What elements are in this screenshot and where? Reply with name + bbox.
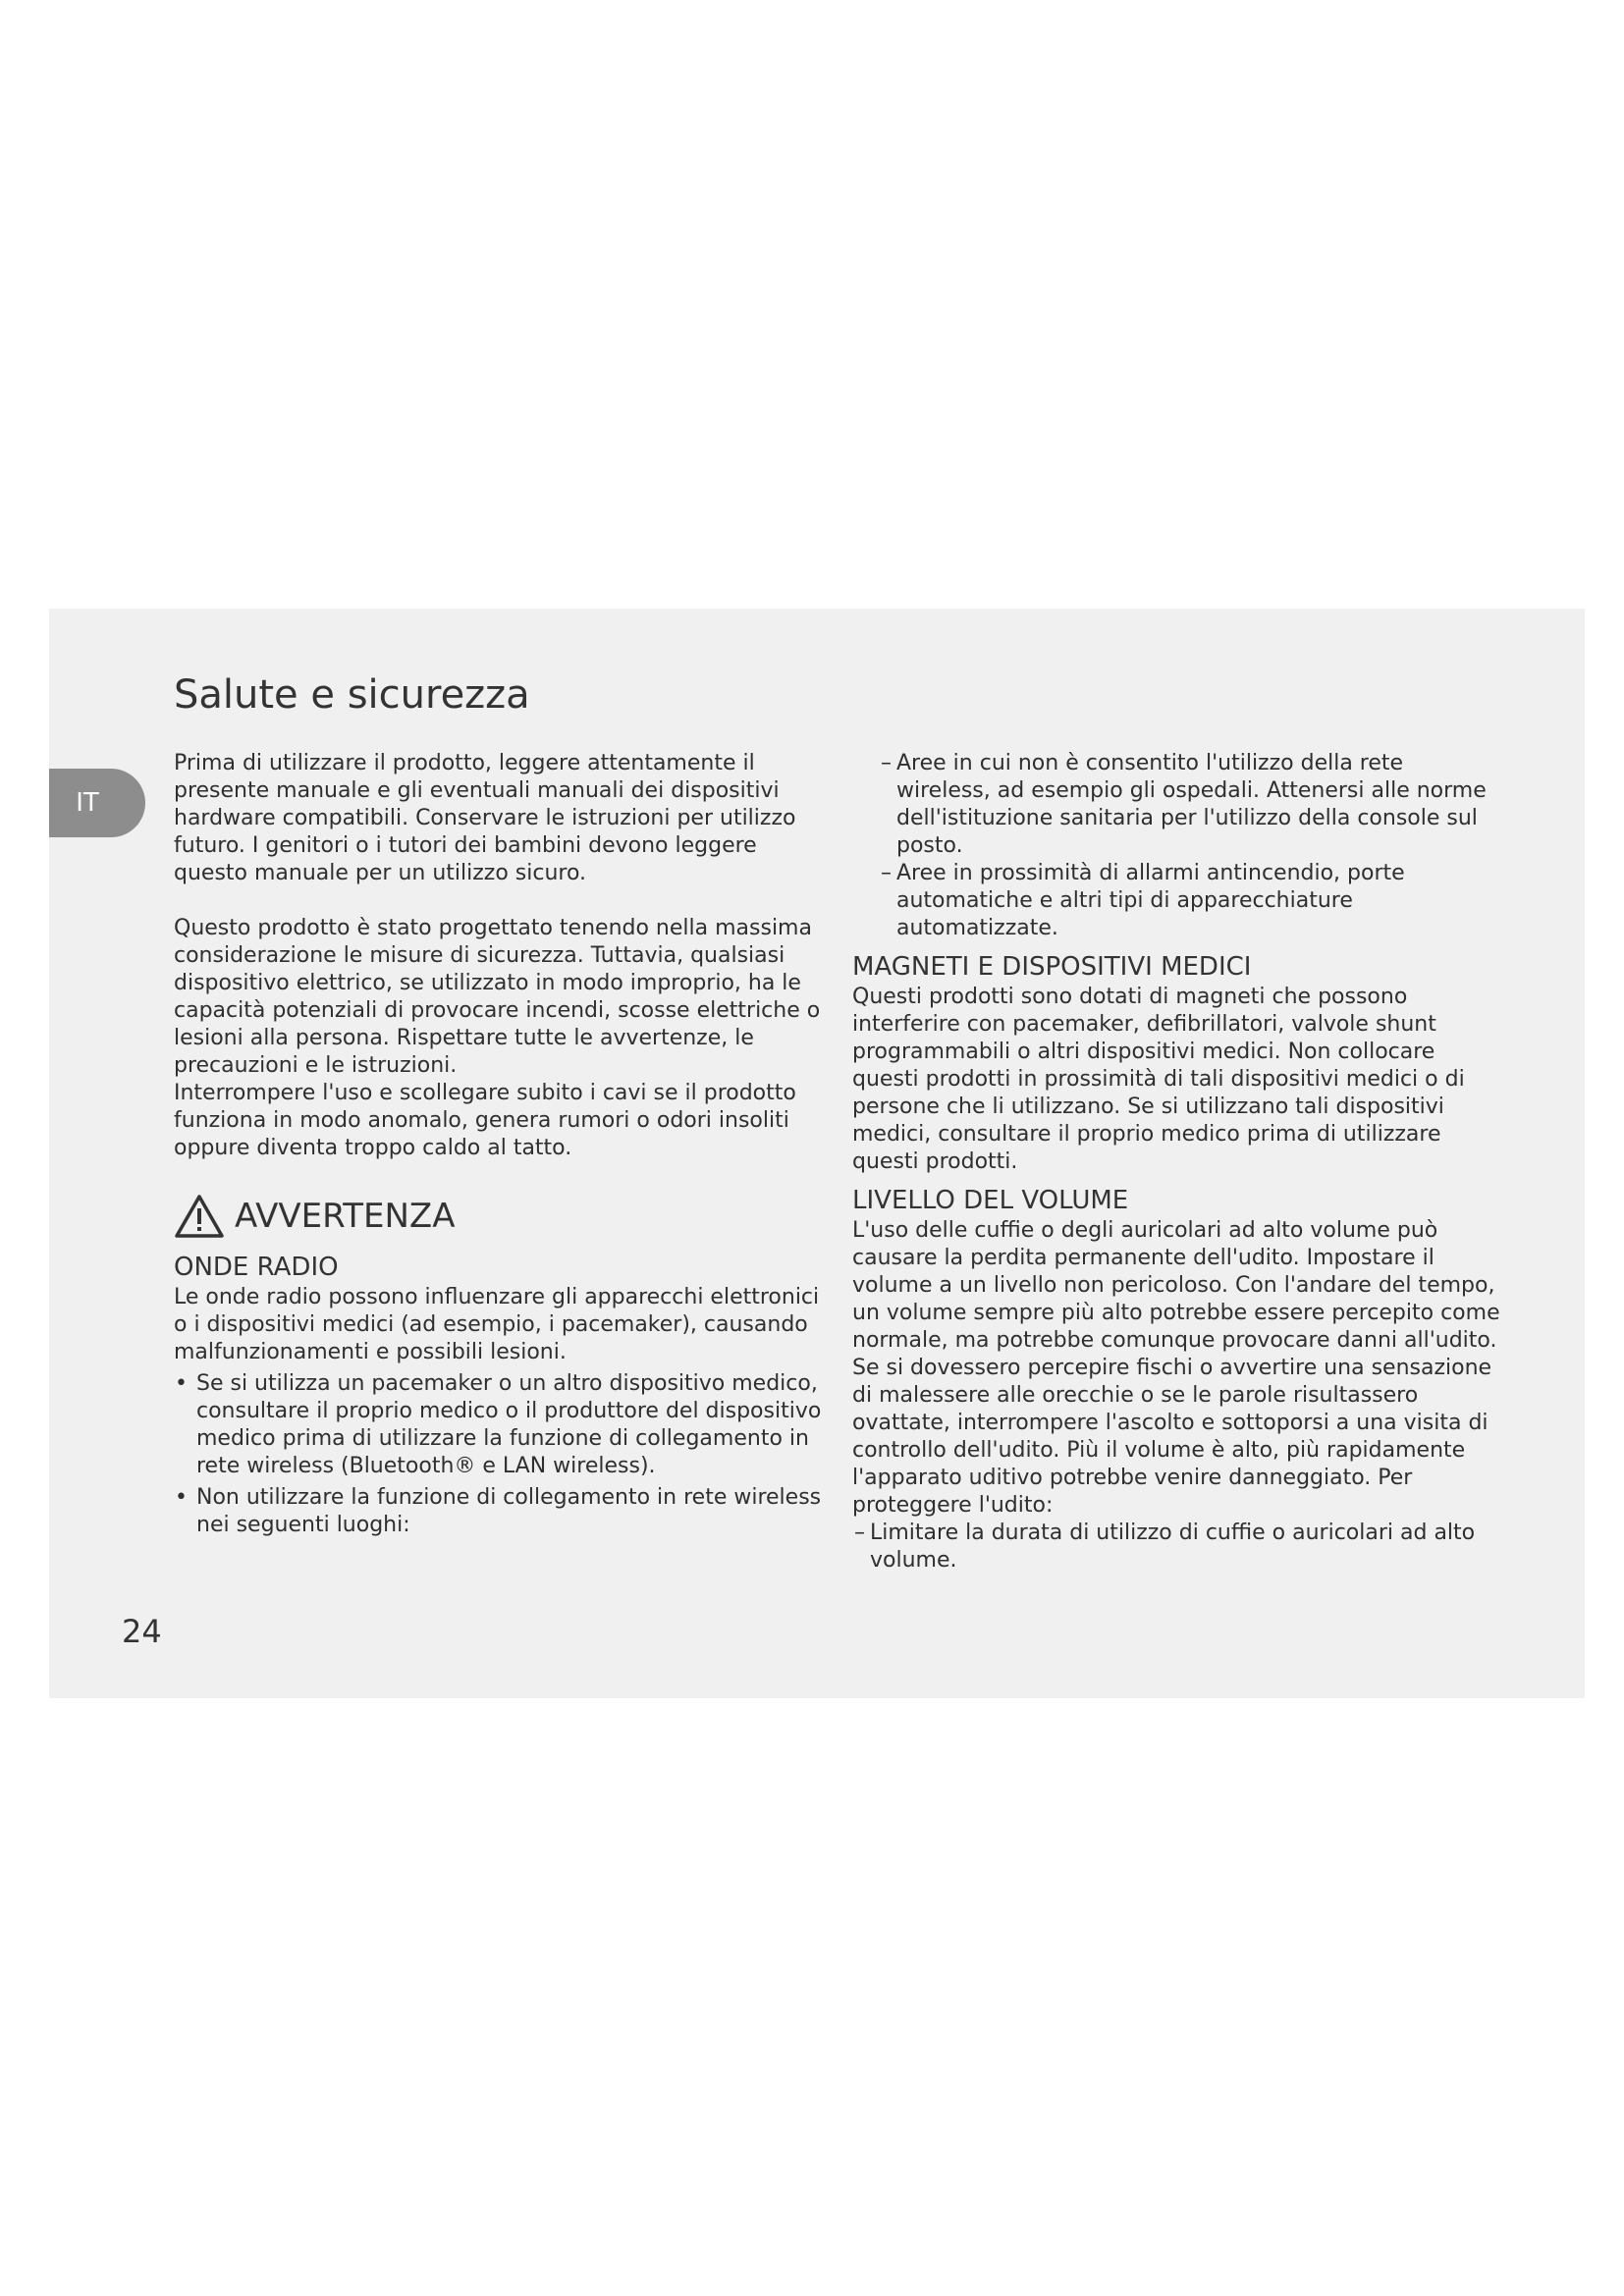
location-dash-item: – Aree in cui non è consentito l'utilizzo della rete wireless, ad esempio gli ospedali. Attenersi alle norme dell'istituzione sanitaria per l'utilizzo della console sul posto. — [852, 750, 1500, 860]
list-item: • Se si utilizza un pacemaker o un altro dispositivo medico, consultare il proprio medico o il produttore del dispositivo medico prima di utilizzare la funzione di collegamento in rete wireless (Bluetooth® e LAN wireless). — [174, 1370, 822, 1480]
language-tab: IT — [49, 769, 145, 837]
volume-dash-item: – Limitare la durata di utilizzo di cuffie o auricolari ad alto volume. — [852, 1520, 1500, 1575]
location-dash-item: – Aree in prossimità di allarmi antincendio, porte automatiche e altri tipi di apparecchiature automatizzate. — [852, 860, 1500, 942]
volume-paragraph: L'uso delle cuffie o degli auricolari ad alto volume può causare la perdita permanente dell'udito. Impostare il volume a un livello non pericoloso. Con l'andare del tempo, un volume sempre più alto potrebbe essere percepito come normale, ma potrebbe comunque provocare danni all'udito. Se si dovessero percepire fischi o avvertire una sensazione di malessere alle orecchie o se le parole risultassero ovattate, interrompere l'ascolto e sottoporsi a una visita di controllo dell'udito. Più il volume è alto, più rapidamente l'apparato uditivo potrebbe venire danneggiato. Per proteggere l'udito: — [852, 1218, 1500, 1518]
list-item: • Non utilizzare la funzione di collegamento in rete wireless nei seguenti luoghi: — [174, 1484, 822, 1539]
safety-paragraph: Questo prodotto è stato progettato tenendo nella massima considerazione le misure di sicurezza. Tuttavia, qualsiasi dispositivo elettrico, se utilizzato in modo improprio, ha le capacità potenziali di provocare incendi, scosse elettriche o lesioni alla persona. Rispettare tutte le avvertenze, le precauzioni e le istruzioni. — [174, 916, 821, 1078]
page-title: Salute e sicurezza — [174, 672, 530, 718]
magnets-paragraph: Questi prodotti sono dotati di magneti che possono interferire con pacemaker, defibrillatori, valvole shunt programmabili o altri dispositivi medici. Non collocare questi prodotti in prossimità di tali dispositivi medici o di persone che li utilizzano. Se si utilizzano tali dispositivi medici, consultare il proprio medico prima di utilizzare questi prodotti. — [852, 985, 1465, 1174]
radio-waves-list — [174, 1370, 822, 1539]
radio-waves-paragraph: Le onde radio possono influenzare gli apparecchi elettronici o i dispositivi medici (ad esempio, i pacemaker), causando malfunzionamenti e possibili lesioni. — [174, 1285, 820, 1364]
malfunction-paragraph: Interrompere l'uso e scollegare subito i cavi se il prodotto funziona in modo anomalo, genera rumori o odori insoliti oppure diventa troppo caldo al tatto. — [174, 1081, 796, 1160]
warning-heading-text: AVVERTENZA — [235, 1197, 456, 1236]
left-column — [174, 750, 822, 1543]
warning-heading — [174, 1190, 822, 1243]
volume-heading: LIVELLO DEL VOLUME — [852, 1186, 1129, 1215]
warning-triangle-icon — [174, 1194, 225, 1239]
magnets-heading: MAGNETI E DISPOSITIVI MEDICI — [852, 952, 1252, 982]
right-column — [852, 750, 1500, 1575]
intro-paragraph: Prima di utilizzare il prodotto, leggere attentamente il presente manuale e gli eventuali manuali dei dispositivi hardware compatibili. Conservare le istruzioni per utilizzo futuro. I genitori o i tutori dei bambini devono leggere questo manuale per un utilizzo sicuro. — [174, 751, 796, 885]
radio-waves-heading: ONDE RADIO — [174, 1253, 339, 1282]
page-number: 24 — [122, 1613, 162, 1650]
